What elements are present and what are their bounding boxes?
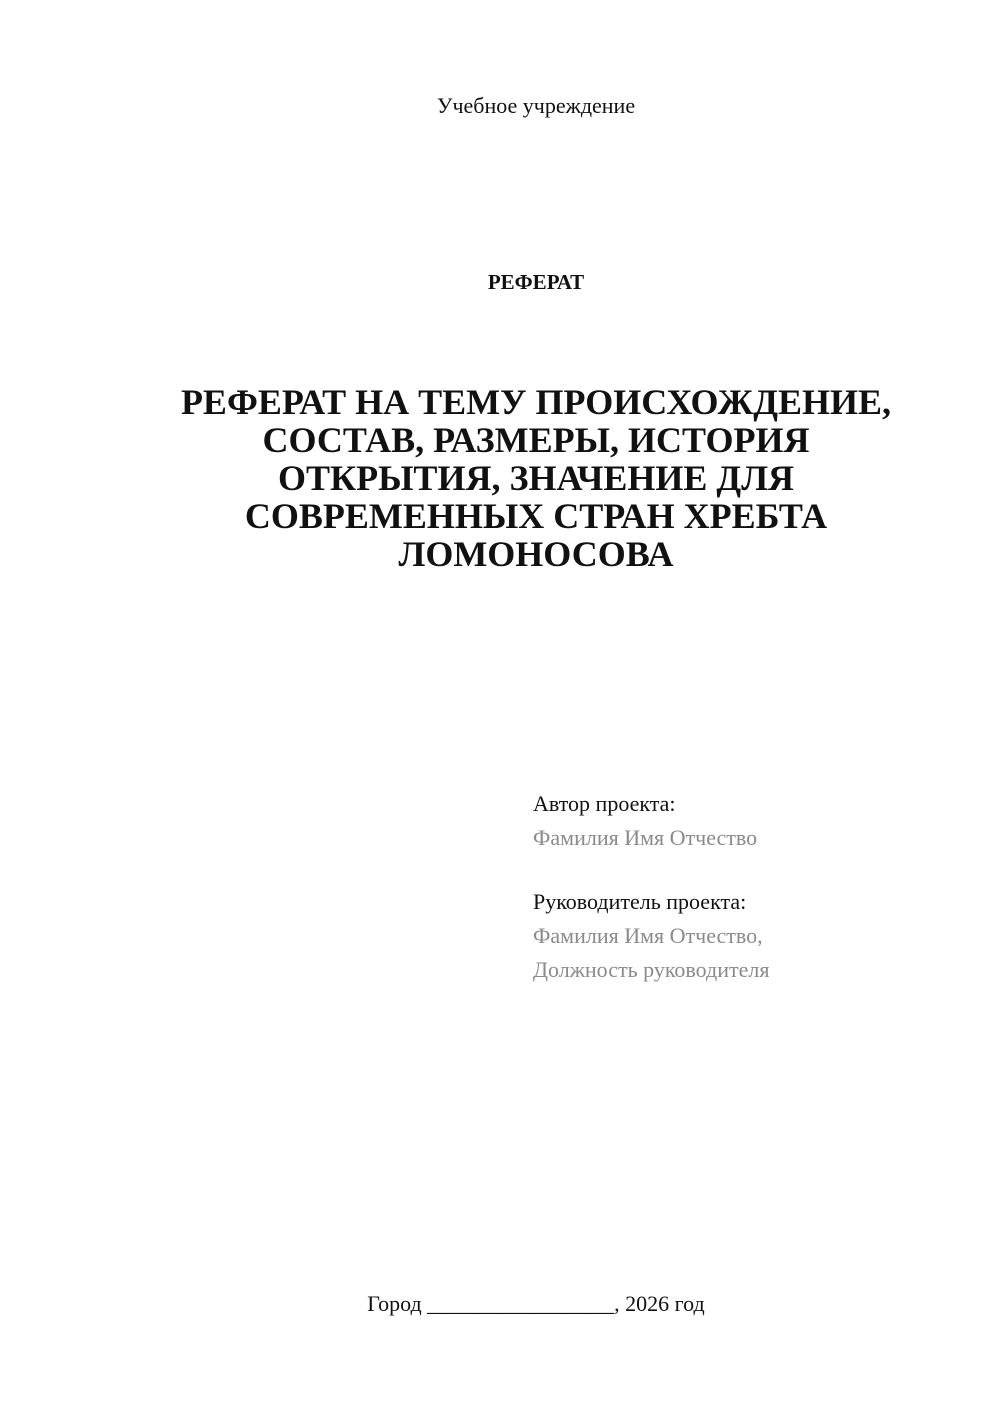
city-blank-line: _________________ [427, 1291, 615, 1316]
document-title [120, 383, 952, 573]
credits-spacer [533, 855, 973, 885]
supervisor-position: Должность руководителя [533, 957, 770, 982]
author-label: Автор проекта: [533, 791, 676, 816]
year-text: , 2026 год [614, 1291, 705, 1316]
city-label: Город [367, 1291, 422, 1316]
title-line: СОВРЕМЕННЫХ СТРАН ХРЕБТА [244, 496, 828, 536]
institution-name: Учебное учреждение [436, 93, 636, 118]
document-type: РЕФЕРАТ [487, 270, 585, 294]
credits-block [533, 787, 973, 987]
title-line: ОТКРЫТИЯ, ЗНАЧЕНИЕ ДЛЯ [277, 458, 795, 498]
author-name: Фамилия Имя Отчество [533, 825, 758, 850]
city-year-line [0, 1289, 1000, 1319]
supervisor-name: Фамилия Имя Отчество, [533, 923, 763, 948]
title-line: РЕФЕРАТ НА ТЕМУ ПРОИСХОЖДЕНИЕ, [180, 382, 892, 422]
supervisor-label: Руководитель проекта: [533, 889, 747, 914]
title-line: ЛОМОНОСОВА [398, 534, 674, 574]
title-line: СОСТАВ, РАЗМЕРЫ, ИСТОРИЯ [262, 420, 810, 460]
